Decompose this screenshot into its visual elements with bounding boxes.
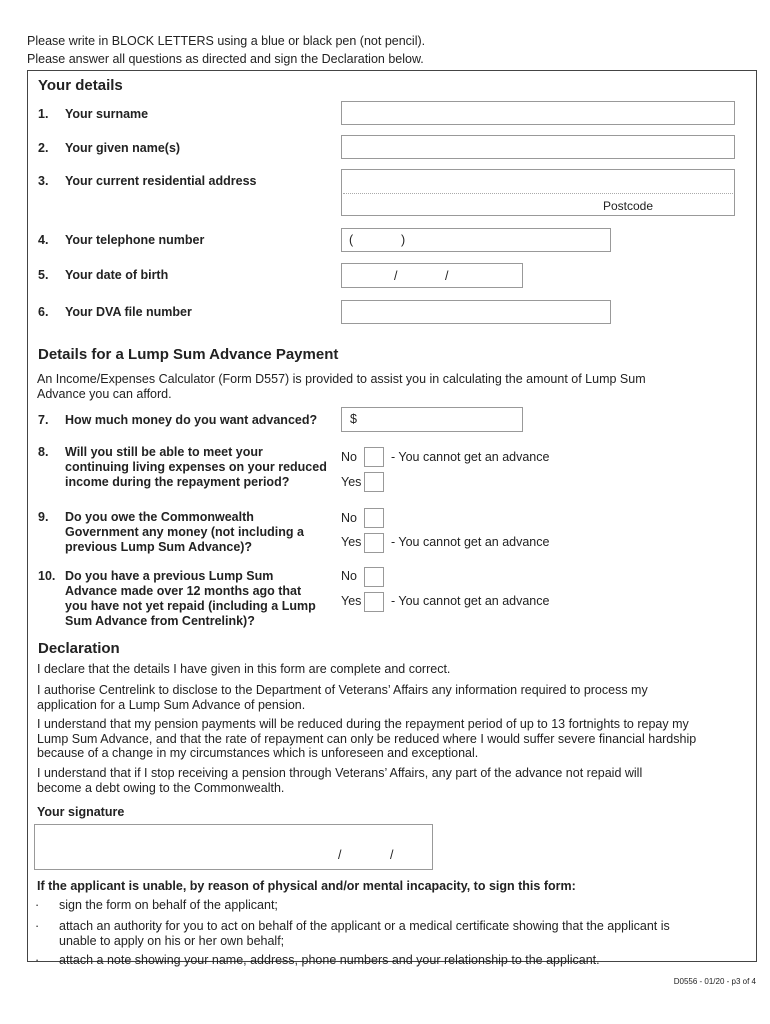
given-names-label: Your given name(s) (65, 141, 181, 155)
q10-no-checkbox[interactable] (364, 567, 384, 587)
postcode-label: Postcode (603, 199, 654, 213)
dva-label: Your DVA file number (65, 305, 192, 319)
cannot-advance-note: - You cannot get an advance (391, 535, 550, 549)
incapacity-heading: If the applicant is unable, by reason of physical and/or mental incapacity, to sign this form: (37, 879, 576, 893)
q-num: 10. (38, 569, 56, 583)
living-expenses-label: Will you still be able to meet your continuing living expenses on your reduced income during the repayment period? (65, 445, 327, 489)
declaration-paragraph: I authorise Centrelink to disclose to the Department of Veterans’ Affairs any information required to process my application for a Lump Sum Advance of pension. (37, 683, 648, 712)
intro-line: Please answer all questions as directed and sign the Declaration below. (27, 52, 424, 66)
q-num: 6. (38, 305, 49, 319)
declaration-paragraph: I understand that if I stop receiving a pension through Veterans’ Affairs, any part of the advance not repaid will become a debt owing to the Commonwealth. (37, 766, 643, 795)
lump-sum-intro: An Income/Expenses Calculator (Form D557) is provided to assist you in calculating the amount of Lump Sum Advance you can afford. (37, 372, 646, 401)
cannot-advance-note: - You cannot get an advance (391, 450, 550, 464)
incapacity-bullet: attach a note showing your name, address, phone numbers and your relationship to the applicant. (59, 953, 600, 967)
amount-label: How much money do you want advanced? (65, 413, 318, 427)
cannot-advance-note: - You cannot get an advance (391, 594, 550, 608)
bullet: · (35, 919, 40, 933)
area-code-close: ) (401, 233, 406, 247)
area-code-open: ( (349, 233, 354, 247)
q9-no-checkbox[interactable] (364, 508, 384, 528)
no-label: No (341, 450, 357, 464)
yes-label: Yes (341, 535, 362, 549)
q-num: 8. (38, 445, 49, 459)
date-separator: / (390, 848, 394, 862)
address-input[interactable] (341, 169, 735, 216)
dollar-prefix: $ (350, 412, 357, 426)
yes-label: Yes (341, 594, 362, 608)
section-title-declaration: Declaration (38, 640, 120, 657)
previous-advance-label: Do you have a previous Lump Sum Advance made over 12 months ago that you have not yet repaid (including a Lump Sum Advance from Centrelink)? (65, 569, 316, 628)
q-num: 5. (38, 268, 49, 282)
dob-input[interactable] (341, 263, 523, 288)
no-label: No (341, 569, 357, 583)
q8-no-checkbox[interactable] (364, 447, 384, 467)
date-separator: / (338, 848, 342, 862)
intro-line: Please write in BLOCK LETTERS using a blue or black pen (not pencil). (27, 34, 426, 48)
q-num: 1. (38, 107, 49, 121)
q10-yes-checkbox[interactable] (364, 592, 384, 612)
address-divider (343, 193, 733, 194)
q-num: 3. (38, 174, 49, 188)
yes-label: Yes (341, 475, 362, 489)
q8-yes-checkbox[interactable] (364, 472, 384, 492)
surname-label: Your surname (65, 107, 149, 121)
given-names-input[interactable] (341, 135, 735, 159)
bullet: · (35, 953, 40, 967)
signature-input[interactable] (34, 824, 433, 870)
dob-label: Your date of birth (65, 268, 169, 282)
incapacity-bullet: attach an authority for you to act on behalf of the applicant or a medical certificate showing that the applicant is unable to apply on his or her own behalf; (59, 919, 670, 948)
q-num: 7. (38, 413, 49, 427)
amount-input[interactable] (341, 407, 523, 432)
q-num: 2. (38, 141, 49, 155)
surname-input[interactable] (341, 101, 735, 125)
q-num: 9. (38, 510, 49, 524)
owe-commonwealth-label: Do you owe the Commonwealth Government any money (not including a previous Lump Sum Advance)? (65, 510, 304, 554)
address-label: Your current residential address (65, 174, 257, 188)
q9-yes-checkbox[interactable] (364, 533, 384, 553)
q-num: 4. (38, 233, 49, 247)
declaration-paragraph: I understand that my pension payments will be reduced during the repayment period of up to 13 fortnights to repay my Lump Sum Advance, and that the rate of repayment can only be reduced where I would suffer severe financial hardship because of a change in my circumstances which is unforeseen and exceptional. (37, 717, 697, 760)
incapacity-bullet: sign the form on behalf of the applicant; (59, 898, 278, 912)
section-title-your-details: Your details (38, 77, 123, 94)
signature-label: Your signature (37, 805, 125, 819)
dva-file-input[interactable] (341, 300, 611, 324)
bullet: · (35, 898, 40, 912)
telephone-label: Your telephone number (65, 233, 205, 247)
date-separator: / (394, 269, 398, 283)
no-label: No (341, 511, 357, 525)
form-footer: D0556 - 01/20 - p3 of 4 (673, 977, 756, 986)
declaration-paragraph: I declare that the details I have given in this form are complete and correct. (37, 662, 451, 676)
section-title-lump-sum: Details for a Lump Sum Advance Payment (38, 346, 339, 363)
telephone-input[interactable] (341, 228, 611, 252)
date-separator: / (445, 269, 449, 283)
